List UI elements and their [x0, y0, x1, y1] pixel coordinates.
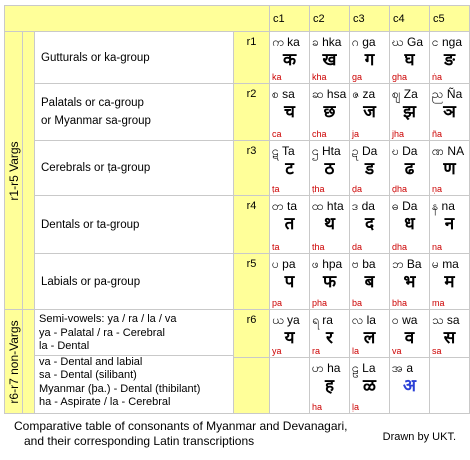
consonant-cell: ဍ Da ड ḍa [350, 141, 390, 196]
consonant-cell: ရ ra र ra [310, 310, 350, 358]
consonant-cell: ထ hta थ tha [310, 196, 350, 254]
row-label-r5: r5 [234, 254, 270, 310]
consonant-cell: စ sa च ca [270, 84, 310, 141]
consonant-cell: ဓ Da ध dha [390, 196, 430, 254]
group-label-r4: Dentals or ta-group [35, 196, 234, 254]
consonant-cell: ဝ wa व va [390, 310, 430, 358]
consonant-cell: ဏ NA ण ṇa [430, 141, 470, 196]
consonant-cell: ဂ ga ग ga [350, 32, 390, 84]
group-label-r5: Labials or pa-group [35, 254, 234, 310]
consonant-cell: ယ ya य ya [270, 310, 310, 358]
consonant-cell: ဋ Ta ट ṭa [270, 141, 310, 196]
author-credit: Drawn by UKT. [382, 431, 456, 443]
consonant-cell: င nga ङ ṅa [430, 32, 470, 84]
consonant-cell: ဠ La ळ ḷa [350, 358, 390, 414]
consonant-cell: ဎ Da ढ ḍha [390, 141, 430, 196]
consonant-cell: မ ma म ma [430, 254, 470, 310]
consonant-cell-empty [270, 358, 310, 414]
consonant-cell: ည Ña ञ ña [430, 84, 470, 141]
consonant-cell: ဟ ha ह ha [310, 358, 350, 414]
row-label-r2: r2 [234, 84, 270, 141]
header-corner [5, 6, 270, 32]
consonant-cell: သ sa स sa [430, 310, 470, 358]
consonant-cell: ဆ hsa छ cha [310, 84, 350, 141]
consonant-cell: ဈ Za झ jha [390, 84, 430, 141]
consonant-cell: ဗ ba ब ba [350, 254, 390, 310]
row-label-r1: r1 [234, 32, 270, 84]
table-caption: Comparative table of consonants of Myanmar and Devanagari, and their corresponding Latin transcriptions [14, 419, 348, 448]
consonant-cell: လ la ल la [350, 310, 390, 358]
column-header-c1: c1 [270, 6, 310, 32]
consonant-cell: ဌ Hta ठ ṭha [310, 141, 350, 196]
column-header-c5: c5 [430, 6, 470, 32]
consonant-cell: ခ hka ख kha [310, 32, 350, 84]
consonant-cell: တ ta त ta [270, 196, 310, 254]
consonant-cell: ဒ da द da [350, 196, 390, 254]
vargs-label: r1-r5 Vargs [5, 32, 23, 310]
vargs-spacer [23, 32, 35, 310]
column-header-c4: c4 [390, 6, 430, 32]
non-vargs-label: r6-r7 non-Vargs [5, 310, 23, 414]
group-label-r3: Cerebrals or ṭa-group [35, 141, 234, 196]
consonant-table [4, 5, 470, 414]
consonant-cell: က ka क ka [270, 32, 310, 84]
row-label-r7 [234, 358, 270, 414]
consonant-cell: န na न na [430, 196, 470, 254]
consonant-cell: အ a अ [390, 358, 430, 414]
row-label-r4: r4 [234, 196, 270, 254]
consonant-cell: ဇ za ज ja [350, 84, 390, 141]
semivowel-notes: Semi-vowels: ya / ra / la / va ya - Palatal / ra - Cerebral la - Dental va - Dental and labial sa - Dental (silibant) Myanmar (þa.) - Dental (thibilant) ha - Aspirate / la - Cerebral [35, 310, 234, 414]
column-header-c3: c3 [350, 6, 390, 32]
consonant-cell: ဘ Ba भ bha [390, 254, 430, 310]
group-label-r2: Palatals or ca-group or Myanmar sa-group [35, 84, 234, 141]
consonant-cell: ဃ Ga घ gha [390, 32, 430, 84]
row-label-r6: r6 [234, 310, 270, 358]
consonant-cell-empty [430, 358, 470, 414]
non-vargs-spacer [23, 310, 35, 414]
consonant-cell: ပ pa प pa [270, 254, 310, 310]
group-label-r1: Gutturals or ka-group [35, 32, 234, 84]
row-label-r3: r3 [234, 141, 270, 196]
column-header-c2: c2 [310, 6, 350, 32]
consonant-cell: ဖ hpa फ pha [310, 254, 350, 310]
